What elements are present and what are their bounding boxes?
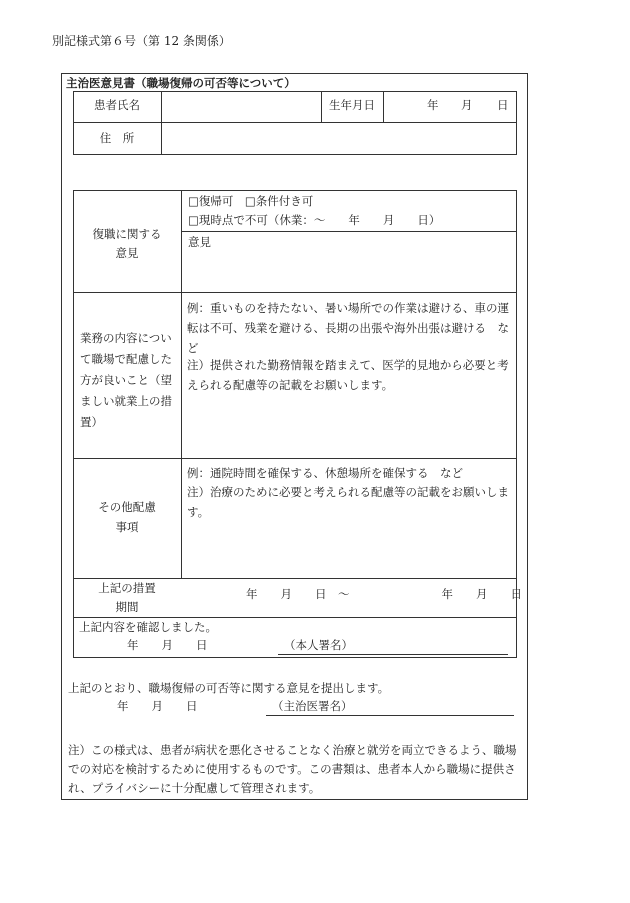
return-options-line2[interactable]: □現時点で不可（休業：～ 年 月 日） [188,213,441,227]
doctor-signature-label: （主治医署名） [272,699,353,713]
period-label: 上記の措置期間 [98,581,156,614]
footer-note: 注）この様式は、患者が病状を悪化させることなく治療と就労を両立できるよう、職場での対応を検討するために使用するものです。この書類は、患者本人から職場に提供され、プライバシーに十分配慮して管理されます。 [68,743,517,795]
opinion-field[interactable] [183,252,515,290]
confirm-date[interactable]: 年 月 日 [127,638,208,652]
patient-name-field[interactable] [163,93,319,120]
work-consideration-field[interactable] [183,396,515,456]
work-consideration-label: 業務の内容について職場で配慮した方が良いこと（望ましい就業上の措置） [80,331,172,429]
submission-text: 上記のとおり、職場復帰の可否等に関する意見を提出します。 [68,681,390,695]
birthdate-field[interactable]: 年 月 日 [427,98,509,112]
doctor-signature-line[interactable] [266,715,514,716]
other-consideration-example: 例：通院時間を確保する、休憩場所を確保する など [187,466,463,480]
other-consideration-label: その他配慮事項 [98,500,156,534]
other-consideration-note: 注）治療のために必要と考えられる配慮等の記載をお願いします。 [187,485,509,519]
patient-name-label: 患者氏名 [94,98,140,112]
patient-signature-label: （本人署名） [284,638,353,652]
submission-date[interactable]: 年 月 日 [117,699,198,713]
return-opinion-label: 復職に関する意見 [92,227,162,260]
period-range[interactable]: 年 月 日 ～ 年 月 日 [246,587,522,601]
form-title: 主治医意見書（職場復帰の可否等について） [66,76,296,90]
address-label: 住 所 [99,131,135,145]
work-consideration-note: 注）提供された勤務情報を踏まえて、医学的見地から必要と考えられる配慮等の記載をお願いします。 [187,358,509,392]
form-number: 別記様式第６号（第 12 条関係） [52,34,231,48]
other-consideration-field[interactable] [183,522,515,576]
patient-signature-line[interactable] [278,654,508,655]
confirm-text: 上記内容を確認しました。 [79,620,217,634]
work-consideration-example: 例：重いものを持たない、暑い場所での作業は避ける、車の運転は不可、残業を避ける、長期の出張や海外出張は避ける など [187,301,509,355]
return-options-line1[interactable]: □復帰可 □条件付き可 [188,194,314,208]
opinion-label: 意見 [188,235,211,249]
address-field[interactable] [163,124,515,153]
birthdate-label: 生年月日 [329,98,375,112]
